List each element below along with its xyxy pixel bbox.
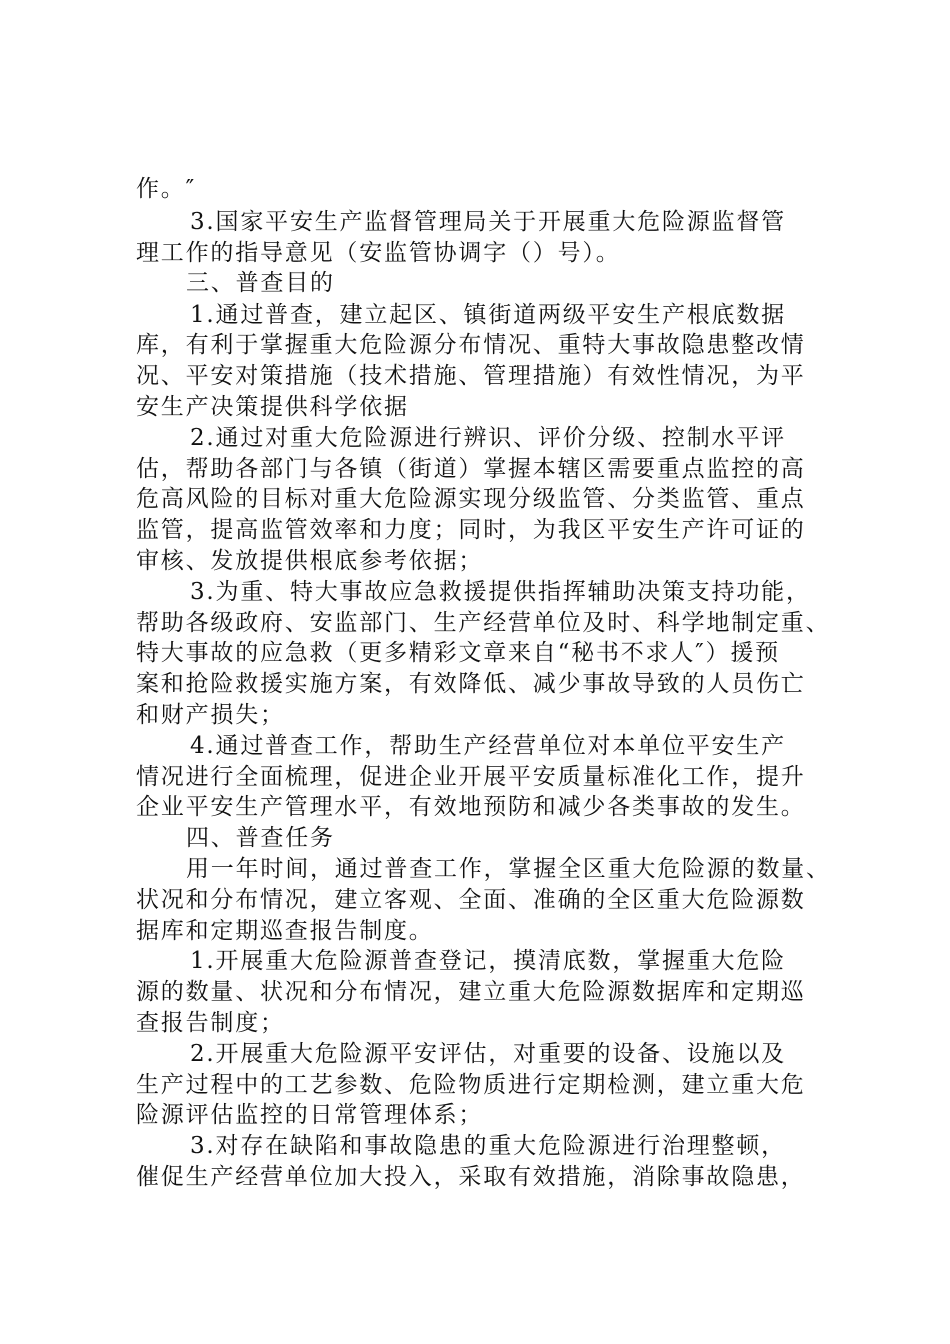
text-line: 3.国家平安生产监督管理局关于开展重大危险源监督管 bbox=[190, 209, 786, 235]
text-line: 4.通过普查工作，帮助生产经营单位对本单位平安生产 bbox=[190, 733, 786, 759]
text-line: 源的数量、状况和分布情况，建立重大危险源数据库和定期巡 bbox=[136, 979, 806, 1005]
text-line: 理工作的指导意见（安监管协调字（）号）。 bbox=[136, 240, 621, 266]
text-line: 用一年时间，通过普查工作，掌握全区重大危险源的数量、 bbox=[186, 856, 831, 882]
text-line: 催促生产经营单位加大投入，采取有效措施，消除事故隐患， bbox=[136, 1164, 806, 1190]
text-line: 1.通过普查，建立起区、镇街道两级平安生产根底数据 bbox=[190, 302, 786, 328]
text-line: 2.开展重大危险源平安评估，对重要的设备、设施以及 bbox=[190, 1041, 786, 1067]
text-line: 查报告制度； bbox=[136, 1010, 285, 1036]
text-line: 3.对存在缺陷和事故隐患的重大危险源进行治理整顿， bbox=[190, 1133, 786, 1159]
text-line: 监管，提高监管效率和力度；同时，为我区平安生产许可证的 bbox=[136, 517, 806, 543]
text-line: 特大事故的应急救（更多精彩文章来自“秘书不求人″）援预 bbox=[136, 640, 780, 666]
text-line: 1.开展重大危险源普查登记，摸清底数，掌握重大危险 bbox=[190, 948, 786, 974]
text-line: 2.通过对重大危险源进行辨识、评价分级、控制水平评 bbox=[190, 425, 786, 451]
text-line: 安生产决策提供科学依据 bbox=[136, 394, 409, 420]
text-line: 企业平安生产管理水平，有效地预防和减少各类事故的发生。 bbox=[136, 794, 806, 820]
text-line: 审核、发放提供根底参考依据； bbox=[136, 548, 484, 574]
text-line: 库，有利于掌握重大危险源分布情况、重特大事故隐患整改情 bbox=[136, 332, 806, 358]
text-line: 帮助各级政府、安监部门、生产经营单位及时、科学地制定重、 bbox=[136, 610, 831, 636]
text-line: 估，帮助各部门与各镇（街道）掌握本辖区需要重点监控的高 bbox=[136, 456, 806, 482]
text-line: 状况和分布情况，建立客观、全面、准确的全区重大危险源数 bbox=[136, 887, 806, 913]
text-line: 和财产损失； bbox=[136, 702, 285, 728]
text-line: 生产过程中的工艺参数、危险物质进行定期检测，建立重大危 bbox=[136, 1072, 806, 1098]
text-line: 险源评估监控的日常管理体系； bbox=[136, 1102, 484, 1128]
text-line: 况、平安对策措施（技术措施、管理措施）有效性情况，为平 bbox=[136, 363, 806, 389]
section-heading: 三、普查目的 bbox=[186, 270, 335, 296]
text-line: 作。″ bbox=[136, 176, 196, 202]
text-line: 3.为重、特大事故应急救援提供指挥辅助决策支持功能， bbox=[190, 579, 811, 605]
text-line: 危高风险的目标对重大危险源实现分级监管、分类监管、重点 bbox=[136, 486, 806, 512]
section-heading: 四、普查任务 bbox=[186, 825, 335, 851]
text-line: 情况进行全面梳理，促进企业开展平安质量标准化工作，提升 bbox=[136, 764, 806, 790]
text-line: 案和抢险救援实施方案，有效降低、减少事故导致的人员伤亡 bbox=[136, 671, 806, 697]
text-line: 据库和定期巡查报告制度。 bbox=[136, 918, 434, 944]
